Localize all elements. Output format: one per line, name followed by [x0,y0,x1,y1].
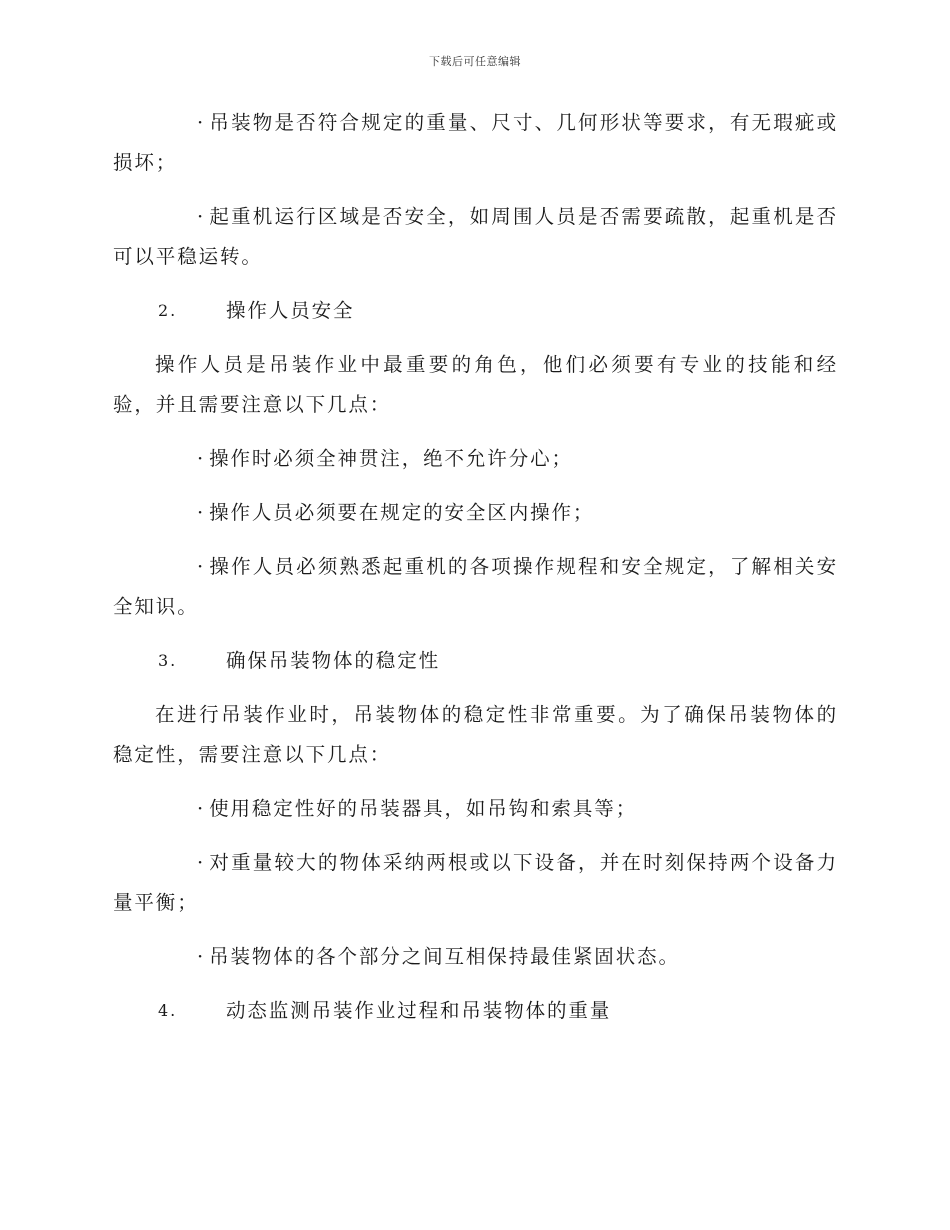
section-number: 2. [158,301,178,320]
bullet-text: 对重量较大的物体采纳两根或以下设备，并在时刻保持两个设备力量平衡； [113,851,838,914]
bullet-dot: · [197,851,206,874]
bullet-item [113,439,838,479]
bullet-dot: · [197,447,206,470]
page-header: 下载后可任意编辑 [429,55,521,68]
bullet-text: 使用稳定性好的吊装器具，如吊钩和索具等； [209,797,638,820]
bullet-item [113,789,838,829]
section-heading [113,641,838,681]
section-title: 动态监测吊装作业过程和吊装物体的重量 [226,999,612,1022]
bullet-dot: · [197,945,206,968]
section-number: 4. [158,1001,178,1020]
section-title: 确保吊装物体的稳定性 [226,649,441,672]
bullet-dot: · [197,501,206,524]
bullet-text: 操作人员必须熟悉起重机的各项操作规程和安全规定，了解相关安全知识。 [113,555,838,618]
bullet-item [113,937,838,977]
bullet-dot: · [197,797,206,820]
section-heading [113,291,838,331]
bullet-text: 操作时必须全神贯注，绝不允许分心； [209,447,573,470]
bullet-dot: · [197,205,206,228]
body-paragraph: 操作人员是吊装作业中最重要的角色，他们必须要有专业的技能和经验，并且需要注意以下几点： [113,353,838,416]
bullet-item [113,843,838,923]
section-heading [113,991,838,1031]
section-number: 3. [158,651,178,670]
bullet-item [113,197,838,277]
bullet-text: 吊装物是否符合规定的重量、尺寸、几何形状等要求，有无瑕疵或损坏； [113,111,838,174]
bullet-item [113,547,838,627]
body-paragraph: 在进行吊装作业时，吊装物体的稳定性非常重要。为了确保吊装物体的稳定性，需要注意以下几点： [113,703,838,766]
bullet-dot: · [197,555,206,578]
bullet-item [113,103,838,183]
bullet-text: 起重机运行区域是否安全，如周围人员是否需要疏散，起重机是否可以平稳运转。 [113,205,838,268]
section-title: 操作人员安全 [226,299,355,322]
bullet-text: 操作人员必须要在规定的安全区内操作； [209,501,595,524]
bullet-text: 吊装物体的各个部分之间互相保持最佳紧固状态。 [209,945,680,968]
bullet-dot: · [197,111,206,134]
bullet-item [113,493,838,533]
document-body [113,103,838,1045]
